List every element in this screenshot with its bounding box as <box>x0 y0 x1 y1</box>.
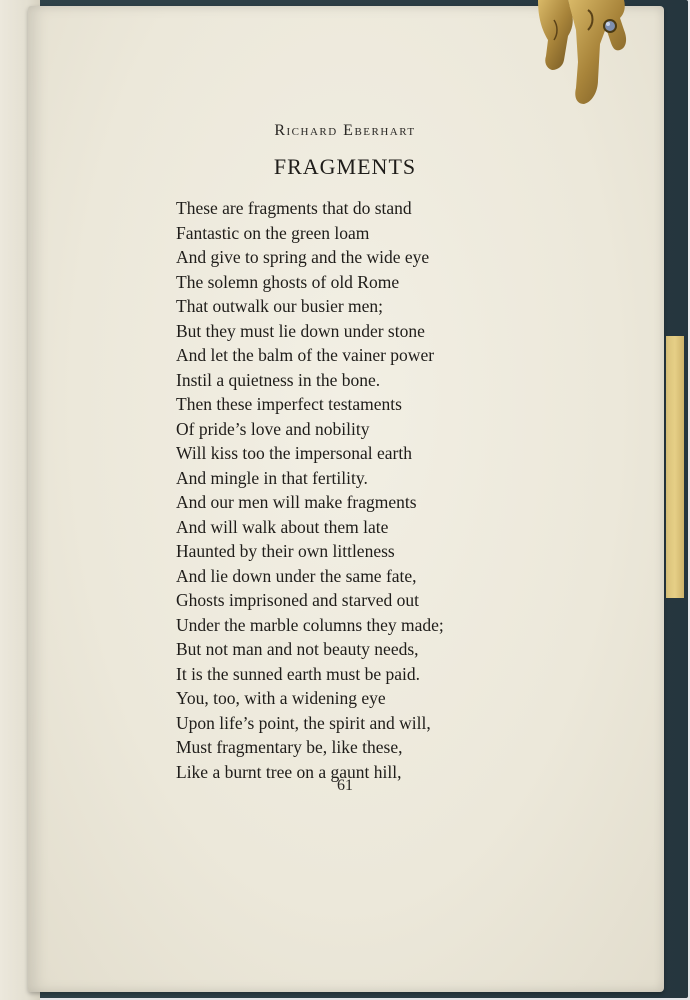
poem-line: Then these imperfect testaments <box>176 394 402 414</box>
poem-line: Ghosts imprisoned and starved out <box>176 590 420 610</box>
poem-title: FRAGMENTS <box>273 154 417 179</box>
poem-author: Richard Eberhart <box>274 122 416 139</box>
poem-line: That outwalk our busier men; <box>176 296 384 316</box>
page-number: 61 <box>337 777 353 794</box>
poem-line: Fantastic on the green loam <box>176 222 370 243</box>
poem-line: Instil a quietness in the bone. <box>176 369 381 390</box>
poem-line: Will kiss too the impersonal earth <box>176 443 412 463</box>
poem-line: Under the marble columns they made; <box>176 614 444 635</box>
cover-edge-band <box>666 336 684 598</box>
poem-line: Like a burnt tree on a gaunt hill, <box>176 761 402 782</box>
poem-line: And lie down under the same fate, <box>176 565 417 586</box>
poem-line: It is the sunned earth must be paid. <box>176 663 420 684</box>
poem-line: Must fragmentary be, like these, <box>176 737 403 757</box>
poem-line: Haunted by their own littleness <box>176 541 395 561</box>
poem-line: And mingle in that fertility. <box>176 467 368 488</box>
poem-line: And give to spring and the wide eye <box>176 247 430 267</box>
poem-text <box>176 196 556 784</box>
poem-line: The solemn ghosts of old Rome <box>176 271 400 292</box>
poem-line: And our men will make fragments <box>176 492 417 512</box>
poem-line: But they must lie down under stone <box>176 320 425 341</box>
brass-hand-icon <box>528 0 640 108</box>
poem-line: And will walk about them late <box>176 516 389 537</box>
poem-line: But not man and not beauty needs, <box>176 639 419 659</box>
poem-line: And let the balm of the vainer power <box>176 345 435 365</box>
poem-line: You, too, with a widening eye <box>176 688 386 708</box>
poem-line: These are fragments that do stand <box>176 198 412 218</box>
poem-line: Upon life’s point, the spirit and will, <box>176 712 431 733</box>
poem-line: Of pride’s love and nobility <box>176 418 370 439</box>
